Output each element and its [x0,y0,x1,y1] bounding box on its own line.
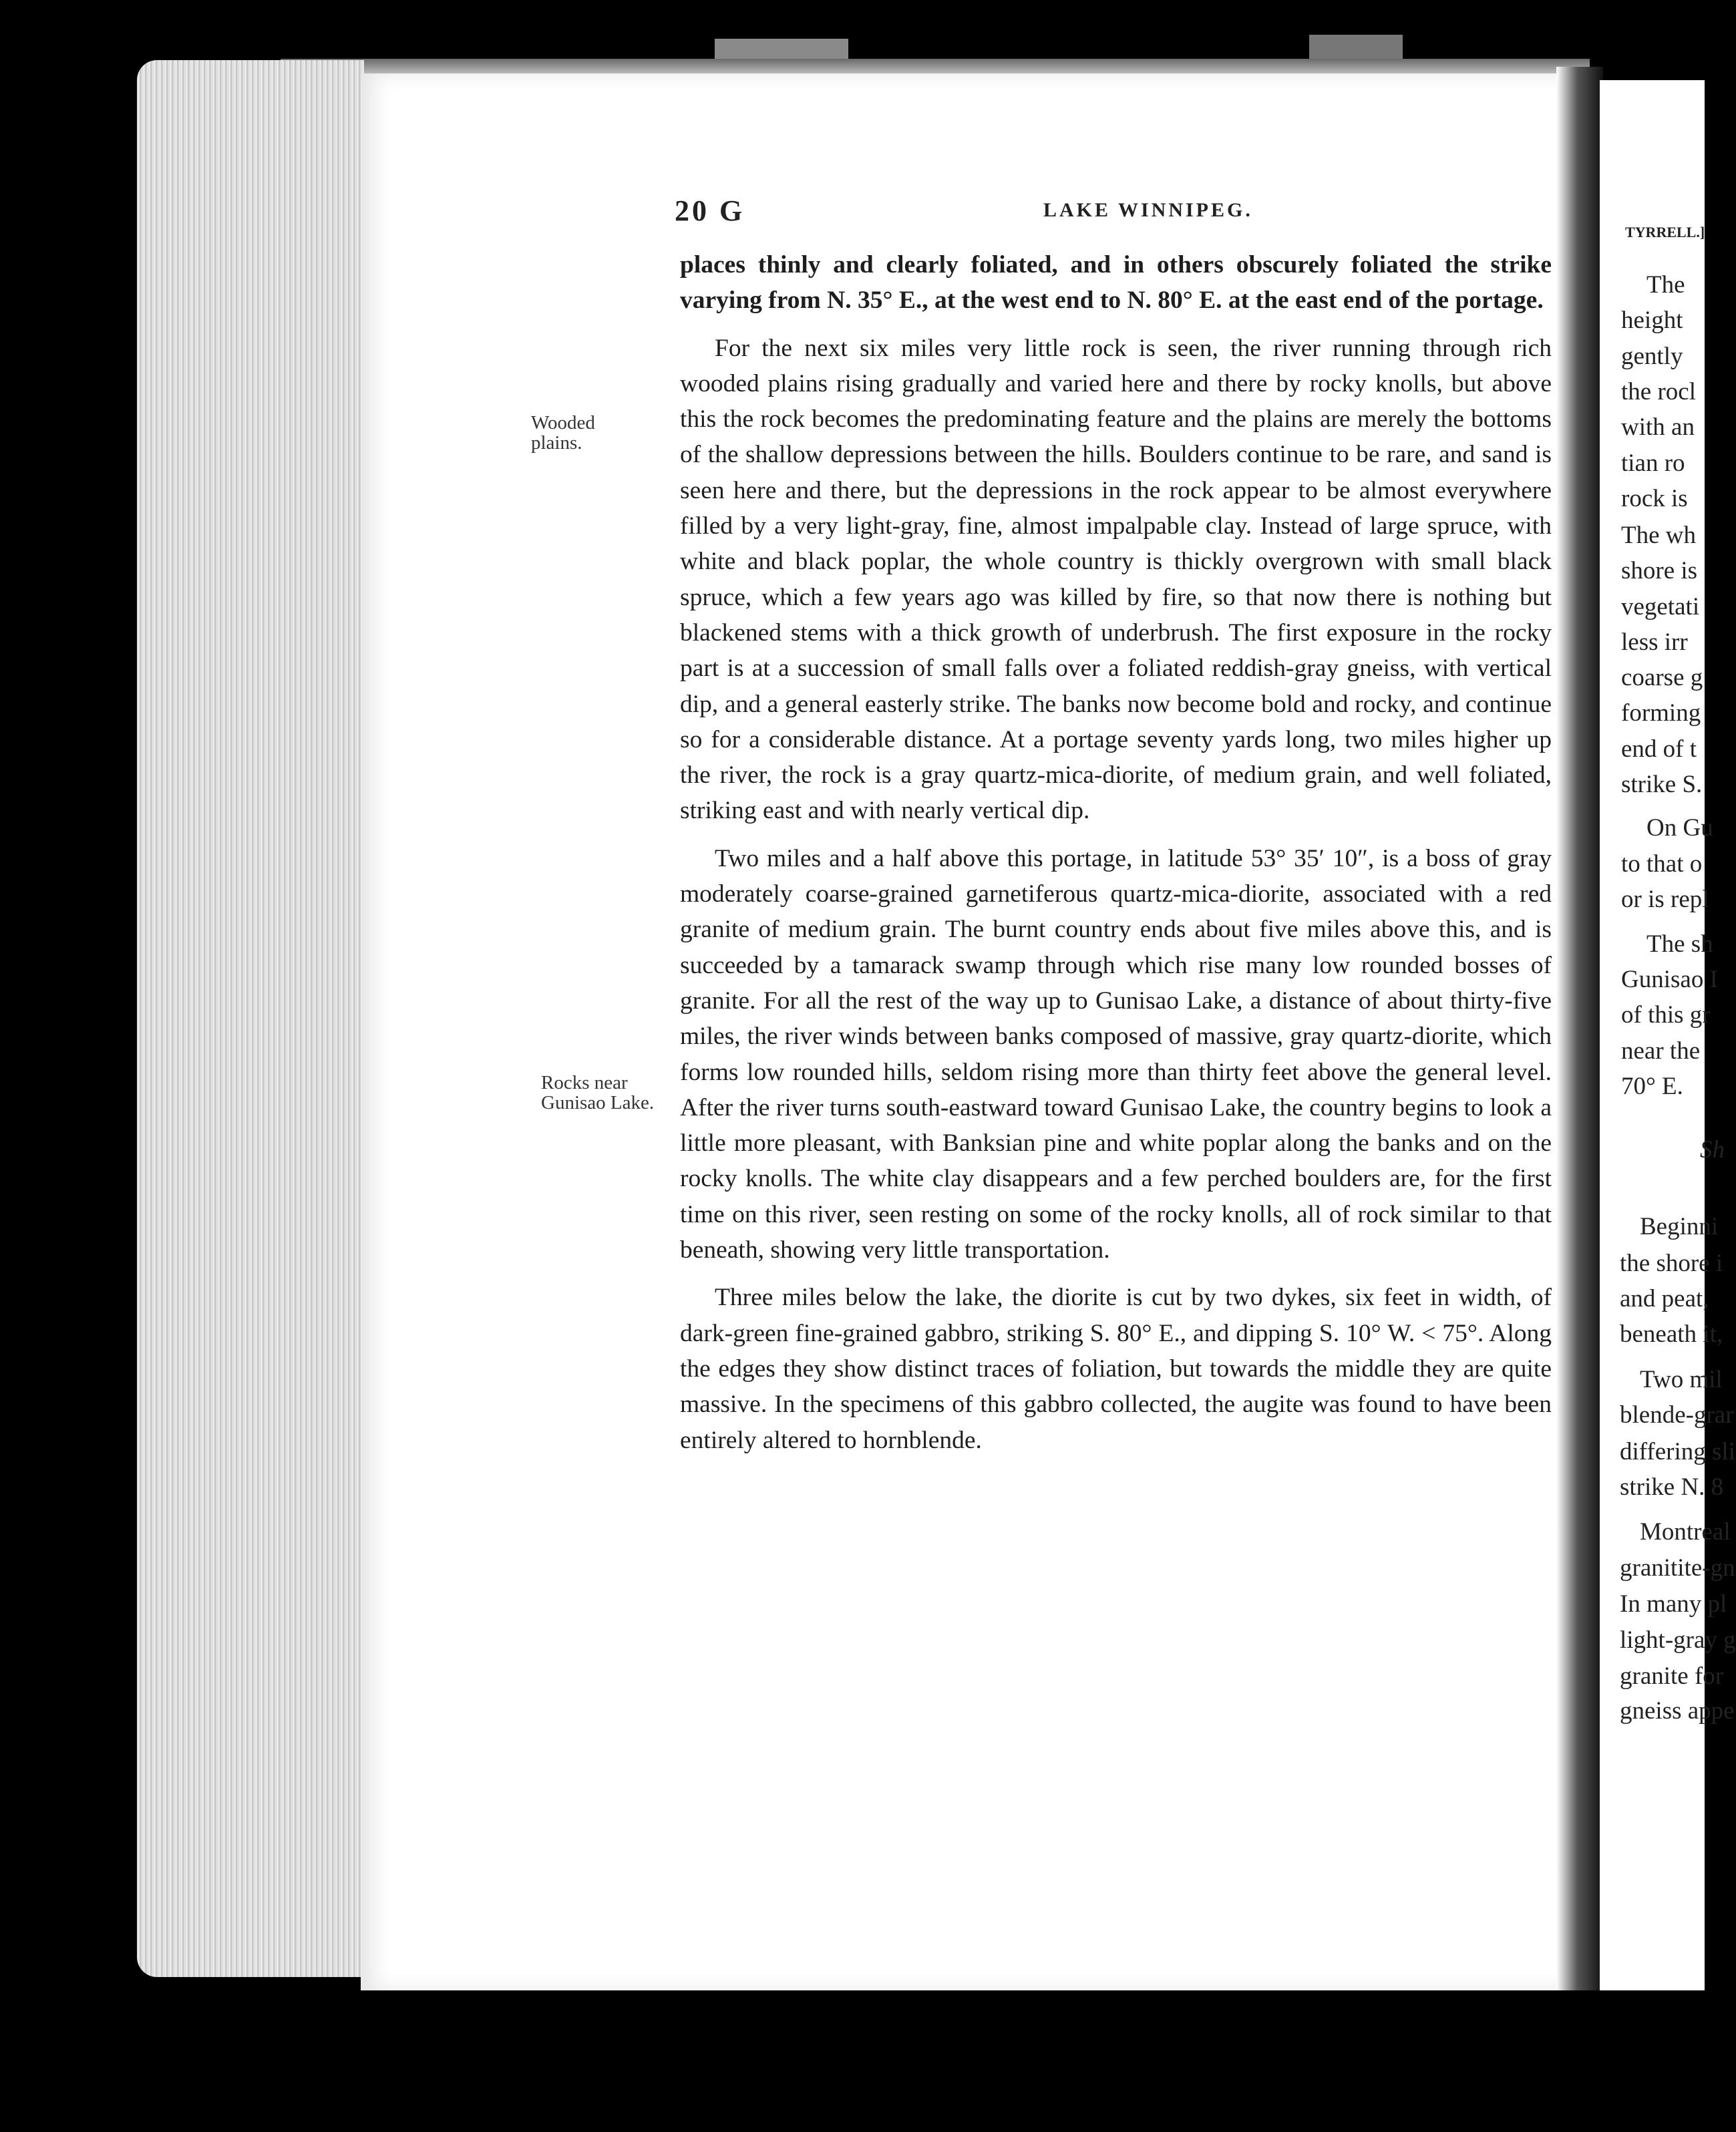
right-page-line: the shore i [1620,1250,1723,1277]
right-page-header: TYRRELL.] [1625,224,1705,240]
right-page-line: shore is [1621,557,1698,584]
right-page-line: The sh [1646,930,1713,958]
page-number: 20 G [675,194,745,227]
right-page-line: Beginni [1640,1213,1719,1240]
right-page-line: with an [1621,413,1695,441]
right-page-line: strike S. [1621,771,1703,798]
right-page-line: strike N. 8 [1620,1473,1724,1501]
book-gutter [1556,67,1603,1990]
body-text [680,247,1552,1470]
margin-note-line: Wooded [531,412,595,433]
margin-note-wooded-plains [531,413,595,453]
right-page-line: or is repl [1621,886,1709,913]
right-page-line: less irr [1621,629,1688,656]
paragraph: Two miles and a half above this portage, in latitude 53° 35′ 10″, is a boss of gray moderately coarse-grained garnetiferous quartz-mica-diorite, associated with a red granite of medium grain. The burnt country ends about five miles above this, and is succeeded by a tamarack swamp through which rise many low rounded bosses of granite. For all the rest of the way up to Gunisao Lake, a distance of about thirty-five miles, the river winds between banks composed of massive, gray quartz-diorite, which forms low rounded hills, seldom rising more than thirty feet above the general level. After the river turns south-eastward toward Gunisao Lake, the country begins to look a little more pleasant, with Banksian pine and white poplar along the banks and on the rocky knolls. The white clay disappears and a few perched boulders are, for the first time on this river, seen resting on some of the rocky knolls, all of rock similar to that beneath, showing very little transportation. [680,844,1552,1264]
right-page-line: tian ro [1621,450,1685,477]
margin-note-line: plains. [531,432,582,454]
right-page-line: rock is [1621,485,1688,512]
right-page-line: forming [1621,699,1701,727]
right-page-line: Gunisao I [1621,966,1718,993]
right-page-line: On Gu [1646,814,1713,842]
right-page-line: end of t [1621,735,1697,763]
right-page-line: Two mil [1640,1366,1723,1393]
margin-note-line: Gunisao Lake. [541,1092,655,1113]
right-page-line: vegetati [1621,593,1700,620]
right-page-line: and peat, [1620,1285,1709,1312]
right-page-line: Sh [1700,1136,1725,1164]
right-page-line: near the [1621,1037,1701,1065]
book-top-edge-mark [1309,35,1403,61]
paragraph: places thinly and clearly foliated, and in others obscurely foliated the strike varying from N. 35° E., at the west end to N. 80° E. at the east end of the portage. [680,251,1552,315]
right-page-line: The [1646,271,1685,299]
right-page-line: differing sli [1620,1438,1735,1465]
right-page-line: light-gray g [1620,1626,1736,1654]
right-page-line: of this gr [1621,1001,1711,1029]
book-top-edge-mark [715,39,848,61]
page-stack-edge [137,60,364,1977]
margin-note-rocks-near-gunisao [541,1073,654,1113]
right-page-line: gneiss appe [1620,1697,1735,1725]
paragraph: For the next six miles very little rock is seen, the river running through rich wooded plains rising gradually and varied here and there by rocky knolls, but above this the rock becomes the predominating feature and the plains are merely the bottoms of the shallow depressions between the hills. Boulders continue to be rare, and sand is seen here and there, but the depressions in the rock appear to be almost everywhere filled by a very light-gray, fine, almost impalpable clay. Instead of large spruce, with white and black poplar, the whole country is thickly overgrown with small black spruce, which a few years ago was killed by fire, so that now there is nothing but blackened stems with a thick growth of underbrush. The first exposure in the rocky part is at a succession of small falls over a foliated reddish-gray gneiss, with vertical dip, and a general easterly strike. The banks now become bold and rocky, and continue so for a considerable distance. At a portage seventy yards long, two miles higher up the river, the rock is a gray quartz-mica-diorite, of medium grain, and well foliated, striking east and with nearly vertical dip. [680,334,1552,825]
right-page-line: to that o [1621,850,1703,878]
right-page-line: In many pl [1620,1590,1727,1618]
right-page-line: blende-grar [1620,1401,1734,1429]
right-page [1600,80,1736,1990]
paragraph: Three miles below the lake, the diorite is cut by two dykes, six feet in width, of dark-green fine-grained gabbro, striking S. 80° E., and dipping S. 10° W. < 75°. Along the edges they show distinct traces of foliation, but towards the middle they are quite massive. In the specimens of this gabbro collected, the augite was found to have been entirely altered to hornblende. [680,1284,1552,1454]
right-page-line: coarse g [1621,664,1703,691]
right-page-line: gently [1621,343,1683,370]
right-page-line: granitite-gn [1620,1554,1735,1582]
right-page-line: Montreal [1640,1518,1731,1546]
running-title: LAKE WINNIPEG. [1043,199,1253,221]
page-header [675,194,1563,227]
right-page-line: granite for [1620,1662,1724,1690]
right-page-line: The wh [1621,522,1696,549]
right-page-line: height [1621,307,1683,334]
right-page-line: the rocl [1621,378,1696,405]
right-page-line: beneath it, [1620,1320,1723,1348]
margin-note-line: Rocks near [541,1072,628,1093]
right-page-line: 70° E. [1621,1073,1683,1100]
